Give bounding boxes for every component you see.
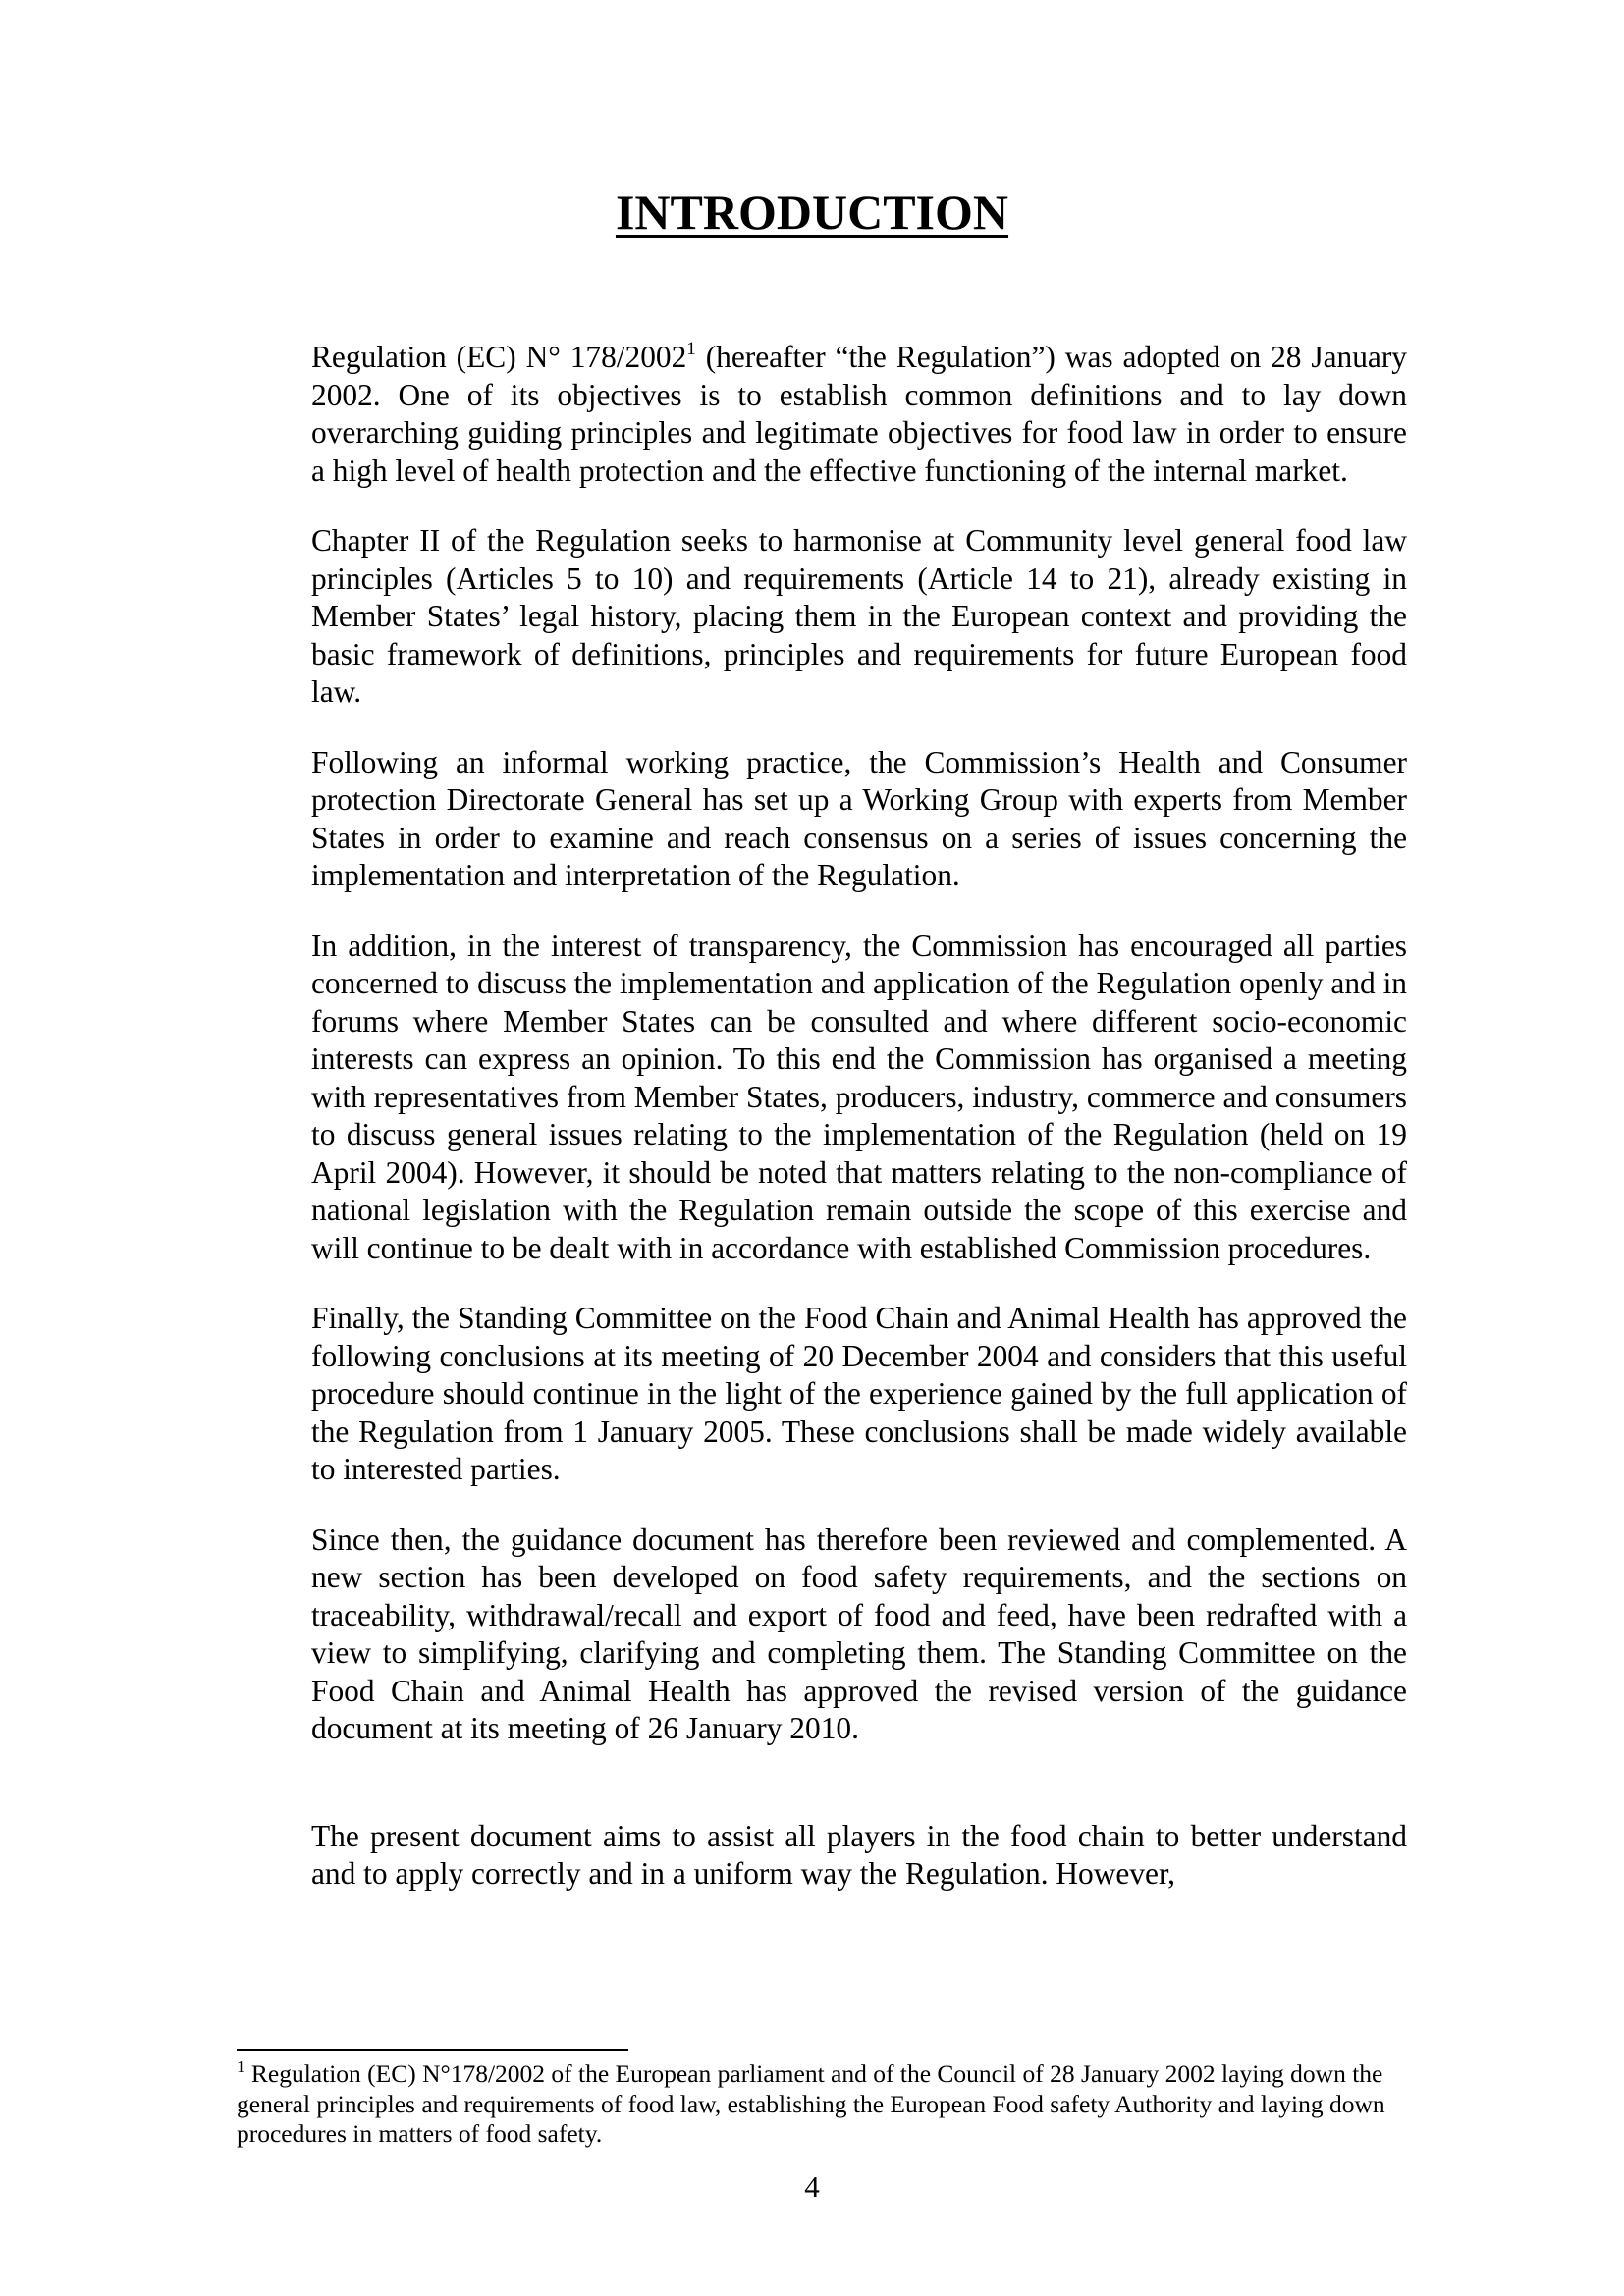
- footnote-reference: 1: [686, 338, 696, 359]
- paragraph-working-group: Following an informal working practice, the Commission’s Health and Consumer protection Directorate General has set up a Working Group with experts from Member States in order to examine and reach consensus on a series of issues concerning the implementation and interpretation of the Regulation.: [311, 744, 1407, 892]
- page-number: 4: [804, 2169, 820, 2204]
- paragraph-standing-committee: Finally, the Standing Committee on the Food Chain and Animal Health has approved the following conclusions at its meeting of 20 December 2004 and considers that this useful procedure should continue in the light of the experience gained by the full application of the Regulation from 1 January 2005. These conclusions shall be made widely available to interested parties.: [311, 1301, 1407, 1486]
- paragraph-text: Regulation (EC) N° 178/2002: [311, 340, 687, 374]
- footnote: [237, 2056, 1407, 2150]
- paragraph-transparency: In addition, in the interest of transparency, the Commission has encouraged all parties concerned to discuss the implementation and application of the Regulation openly and in forums where Member States can be consulted and where different socio-economic interests can express an opinion. To this end the Commission has organised a meeting with representatives from Member States, producers, industry, commerce and consumers to discuss general issues relating to the implementation of the Regulation (held on 19 April 2004). However, it should be noted that matters relating to the non-compliance of national legislation with the Regulation remain outside the scope of this exercise and will continue to be dealt with in accordance with established Commission procedures.: [311, 928, 1407, 1265]
- paragraph-text: (hereafter “the Regulation”) was adopted on 28 January 2002. One of its objectives is to establish common definitions and to lay down overarching guiding principles and legitimate objectives for food law in order to ensure a high level of health protection and the effective functioning of the internal market.: [311, 340, 1407, 488]
- footnote-text: Regulation (EC) N°178/2002 of the European parliament and of the Council of 28 January 2002 laying down the general principles and requirements of food law, establishing the European Food safety Authority and laying down procedures in matters of food safety.: [237, 2059, 1385, 2148]
- body-text: [311, 339, 1407, 1926]
- paragraph-regulation-adoption: [311, 339, 1407, 490]
- page-title: INTRODUCTION: [615, 185, 1009, 240]
- paragraph-chapter-ii: Chapter II of the Regulation seeks to harmonise at Community level general food law principles (Articles 5 to 10) and requirements (Article 14 to 21), already existing in Member States’ legal history, placing them in the European context and providing the basic framework of definitions, principles and requirements for future European food law.: [311, 523, 1407, 709]
- paragraph-document-aim: The present document aims to assist all players in the food chain to better understand and to apply correctly and in a uniform way the Regulation. However,: [311, 1818, 1407, 1891]
- paragraph-revision: Since then, the guidance document has therefore been reviewed and complemented. A new section has been developed on food safety requirements, and the sections on traceability, withdrawal/recall and export of food and feed, have been redrafted with a view to simplifying, clarifying and completing them. The Standing Committee on the Food Chain and Animal Health has approved the revised version of the guidance document at its meeting of 26 January 2010.: [311, 1522, 1407, 1745]
- footnote-marker: 1: [237, 2056, 245, 2076]
- footnote-divider: [237, 2049, 628, 2051]
